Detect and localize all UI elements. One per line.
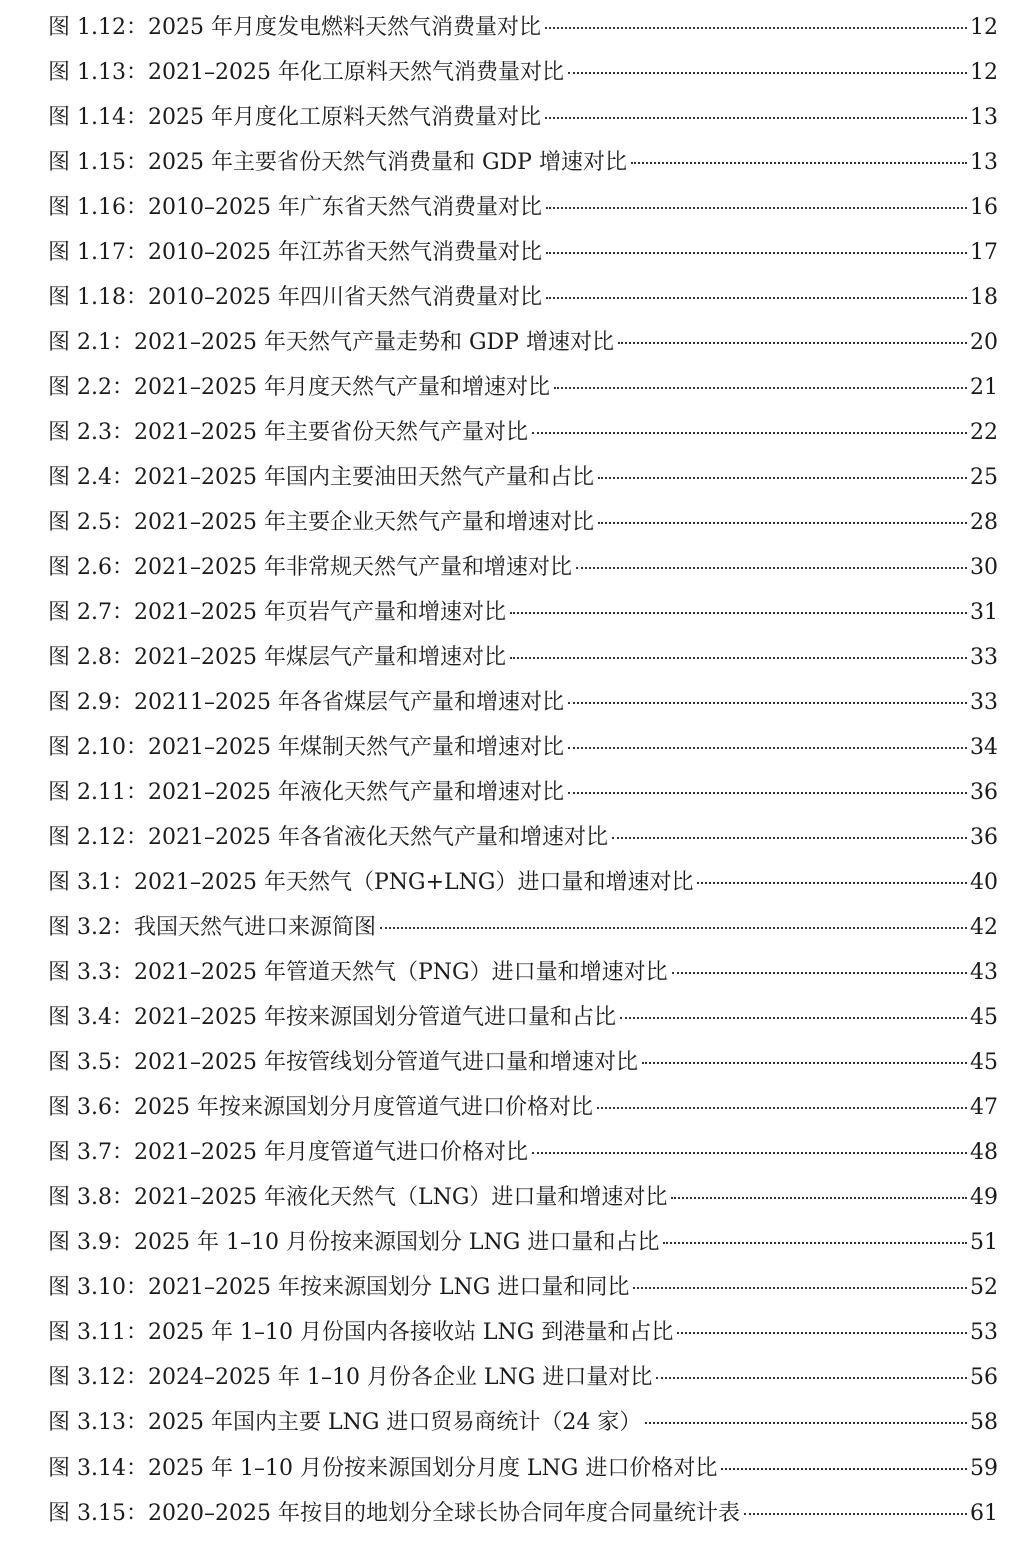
dot-leader bbox=[744, 1513, 967, 1515]
figure-title: 2025 年 1–10 月份国内各接收站 LNG 到港量和占比 bbox=[147, 1320, 674, 1346]
figure-title: 2021–2025 年国内主要油田天然气产量和占比 bbox=[133, 465, 594, 491]
figure-title: 我国天然气进口来源简图 bbox=[133, 915, 376, 941]
dot-leader bbox=[545, 117, 967, 119]
figure-title: 2021–2025 年月度管道气进口价格对比 bbox=[133, 1140, 528, 1166]
page-number: 51 bbox=[970, 1230, 998, 1256]
figure-number: 图 3.15： bbox=[48, 1500, 148, 1526]
toc-entry[interactable] bbox=[48, 1451, 998, 1496]
page-number: 16 bbox=[970, 195, 998, 221]
page-number: 25 bbox=[970, 465, 998, 491]
page-number: 45 bbox=[970, 1005, 998, 1031]
figure-title: 2021–2025 年主要省份天然气产量对比 bbox=[133, 420, 528, 446]
figure-title: 20211–2025 年各省煤层气产量和增速对比 bbox=[133, 690, 564, 716]
dot-leader bbox=[721, 1468, 967, 1470]
dot-leader bbox=[554, 387, 967, 389]
figure-number: 图 1.15： bbox=[48, 150, 148, 176]
toc-entry[interactable] bbox=[48, 1000, 998, 1045]
figure-number: 图 3.8： bbox=[48, 1185, 134, 1211]
dot-leader bbox=[380, 927, 967, 929]
figure-title: 2010–2025 年广东省天然气消费量对比 bbox=[147, 195, 542, 221]
toc-entry[interactable] bbox=[48, 1135, 998, 1180]
figure-number: 图 1.18： bbox=[48, 285, 148, 311]
toc-entry[interactable] bbox=[48, 280, 998, 325]
dot-leader bbox=[576, 567, 967, 569]
page-number: 45 bbox=[970, 1050, 998, 1076]
toc-entry[interactable] bbox=[48, 370, 998, 415]
figure-title: 2025 年按来源国划分月度管道气进口价格对比 bbox=[133, 1095, 593, 1121]
toc-entry[interactable] bbox=[48, 910, 998, 955]
dot-leader bbox=[568, 72, 967, 74]
toc-entry[interactable] bbox=[48, 415, 998, 460]
page-number: 36 bbox=[970, 825, 998, 851]
toc-entry[interactable] bbox=[48, 100, 998, 145]
figure-number: 图 2.3： bbox=[48, 420, 134, 446]
toc-entry[interactable] bbox=[48, 325, 998, 370]
figure-title: 2021–2025 年化工原料天然气消费量对比 bbox=[147, 60, 564, 86]
dot-leader bbox=[532, 1152, 967, 1154]
toc-entry[interactable] bbox=[48, 865, 998, 910]
page-number: 21 bbox=[970, 375, 998, 401]
figure-number: 图 2.5： bbox=[48, 510, 134, 536]
figure-number: 图 3.13： bbox=[48, 1410, 148, 1436]
figure-number: 图 3.6： bbox=[48, 1095, 134, 1121]
page-number: 12 bbox=[970, 15, 998, 40]
figure-number: 图 1.16： bbox=[48, 195, 148, 221]
figure-number: 图 2.1： bbox=[48, 330, 134, 356]
page-number: 33 bbox=[970, 645, 998, 671]
figure-title: 2021–2025 年非常规天然气产量和增速对比 bbox=[133, 555, 572, 581]
toc-entry[interactable] bbox=[48, 1360, 998, 1405]
toc-entry[interactable] bbox=[48, 1225, 998, 1270]
toc-entry[interactable] bbox=[48, 1090, 998, 1135]
dot-leader bbox=[631, 162, 967, 164]
figure-title: 2021–2025 年按来源国划分 LNG 进口量和同比 bbox=[147, 1275, 630, 1301]
figure-title: 2021–2025 年液化天然气（LNG）进口量和增速对比 bbox=[133, 1185, 668, 1211]
figure-title: 2021–2025 年天然气产量走势和 GDP 增速对比 bbox=[133, 330, 614, 356]
figure-title: 2021–2025 年液化天然气产量和增速对比 bbox=[147, 780, 564, 806]
page-number: 53 bbox=[970, 1320, 998, 1346]
toc-entry[interactable] bbox=[48, 460, 998, 505]
toc-entry[interactable] bbox=[48, 190, 998, 235]
page-number: 28 bbox=[970, 510, 998, 536]
figure-title: 2025 年月度化工原料天然气消费量对比 bbox=[147, 105, 541, 131]
figure-number: 图 1.12： bbox=[48, 15, 148, 40]
page-number: 61 bbox=[970, 1500, 998, 1526]
page-number: 18 bbox=[970, 285, 998, 311]
dot-leader bbox=[568, 747, 967, 749]
dot-leader bbox=[597, 1107, 967, 1109]
toc-entry[interactable] bbox=[48, 550, 998, 595]
figure-title: 2021–2025 年煤制天然气产量和增速对比 bbox=[147, 735, 564, 761]
page-number: 43 bbox=[970, 960, 998, 986]
table-of-figures bbox=[48, 10, 998, 1541]
figure-title: 2021–2025 年按来源国划分管道气进口量和占比 bbox=[133, 1005, 616, 1031]
figure-title: 2021–2025 年天然气（PNG+LNG）进口量和增速对比 bbox=[133, 870, 694, 896]
dot-leader bbox=[697, 882, 967, 884]
dot-leader bbox=[568, 792, 967, 794]
figure-number: 图 3.5： bbox=[48, 1050, 134, 1076]
page-number: 42 bbox=[970, 915, 998, 941]
dot-leader bbox=[618, 342, 967, 344]
figure-number: 图 3.12： bbox=[48, 1365, 148, 1391]
dot-leader bbox=[663, 1242, 967, 1244]
figure-title: 2024–2025 年 1–10 月份各企业 LNG 进口量对比 bbox=[147, 1365, 653, 1391]
page-number: 49 bbox=[970, 1185, 998, 1211]
figure-number: 图 3.7： bbox=[48, 1140, 134, 1166]
dot-leader bbox=[546, 297, 967, 299]
figure-number: 图 2.7： bbox=[48, 600, 134, 626]
page-number: 34 bbox=[970, 735, 998, 761]
figure-number: 图 1.17： bbox=[48, 240, 148, 266]
dot-leader bbox=[671, 1197, 967, 1199]
toc-entry[interactable] bbox=[48, 145, 998, 190]
dot-leader bbox=[633, 1287, 967, 1289]
dot-leader bbox=[598, 522, 967, 524]
dot-leader bbox=[510, 612, 967, 614]
toc-entry[interactable] bbox=[48, 955, 998, 1000]
dot-leader bbox=[645, 1422, 967, 1424]
dot-leader bbox=[545, 27, 967, 29]
figure-number: 图 2.8： bbox=[48, 645, 134, 671]
figure-title: 2021–2025 年各省液化天然气产量和增速对比 bbox=[147, 825, 608, 851]
dot-leader bbox=[510, 657, 967, 659]
figure-number: 图 1.14： bbox=[48, 105, 148, 131]
page-number: 52 bbox=[970, 1275, 998, 1301]
toc-entry[interactable] bbox=[48, 820, 998, 865]
figure-number: 图 3.11： bbox=[48, 1320, 148, 1346]
figure-number: 图 3.2： bbox=[48, 915, 134, 941]
dot-leader bbox=[672, 972, 967, 974]
figure-number: 图 2.9： bbox=[48, 690, 134, 716]
dot-leader bbox=[642, 1062, 967, 1064]
toc-entry[interactable] bbox=[48, 685, 998, 730]
page-number: 13 bbox=[970, 105, 998, 131]
toc-entry[interactable] bbox=[48, 775, 998, 820]
page-number: 58 bbox=[970, 1410, 998, 1436]
dot-leader bbox=[620, 1017, 967, 1019]
page-number: 30 bbox=[970, 555, 998, 581]
dot-leader bbox=[612, 837, 967, 839]
toc-entry[interactable] bbox=[48, 10, 998, 55]
figure-title: 2025 年主要省份天然气消费量和 GDP 增速对比 bbox=[147, 150, 627, 176]
figure-title: 2025 年月度发电燃料天然气消费量对比 bbox=[147, 15, 541, 40]
page-number: 47 bbox=[970, 1095, 998, 1121]
figure-number: 图 3.14： bbox=[48, 1455, 148, 1481]
page-number: 40 bbox=[970, 870, 998, 896]
toc-entry[interactable] bbox=[48, 640, 998, 685]
page-number: 20 bbox=[970, 330, 998, 356]
page-number: 59 bbox=[970, 1455, 998, 1481]
dot-leader bbox=[532, 432, 967, 434]
figure-number: 图 2.12： bbox=[48, 825, 148, 851]
figure-number: 图 2.2： bbox=[48, 375, 134, 401]
dot-leader bbox=[546, 252, 967, 254]
figure-title: 2021–2025 年按管线划分管道气进口量和增速对比 bbox=[133, 1050, 638, 1076]
page-number: 22 bbox=[970, 420, 998, 446]
page-number: 33 bbox=[970, 690, 998, 716]
toc-entry[interactable] bbox=[48, 1496, 998, 1541]
figure-number: 图 3.3： bbox=[48, 960, 134, 986]
dot-leader bbox=[677, 1332, 967, 1334]
figure-number: 图 2.6： bbox=[48, 555, 134, 581]
toc-entry[interactable] bbox=[48, 1405, 998, 1450]
dot-leader bbox=[598, 477, 967, 479]
figure-title: 2010–2025 年江苏省天然气消费量对比 bbox=[147, 240, 542, 266]
toc-entry[interactable] bbox=[48, 1180, 998, 1225]
figure-title: 2021–2025 年管道天然气（PNG）进口量和增速对比 bbox=[133, 960, 668, 986]
page-number: 36 bbox=[970, 780, 998, 806]
toc-entry[interactable] bbox=[48, 1315, 998, 1360]
figure-title: 2025 年国内主要 LNG 进口贸易商统计（24 家） bbox=[147, 1410, 642, 1436]
page-number: 12 bbox=[970, 60, 998, 86]
figure-title: 2021–2025 年页岩气产量和增速对比 bbox=[133, 600, 506, 626]
figure-title: 2025 年 1–10 月份按来源国划分 LNG 进口量和占比 bbox=[133, 1230, 660, 1256]
page-number: 56 bbox=[970, 1365, 998, 1391]
figure-number: 图 2.4： bbox=[48, 465, 134, 491]
figure-number: 图 2.10： bbox=[48, 735, 148, 761]
dot-leader bbox=[546, 207, 967, 209]
toc-entry[interactable] bbox=[48, 1270, 998, 1315]
toc-entry[interactable] bbox=[48, 730, 998, 775]
figure-title: 2021–2025 年主要企业天然气产量和增速对比 bbox=[133, 510, 594, 536]
toc-entry[interactable] bbox=[48, 1045, 998, 1090]
figure-title: 2021–2025 年月度天然气产量和增速对比 bbox=[133, 375, 550, 401]
figure-number: 图 1.13： bbox=[48, 60, 148, 86]
figure-number: 图 2.11： bbox=[48, 780, 148, 806]
page-number: 48 bbox=[970, 1140, 998, 1166]
figure-number: 图 3.10： bbox=[48, 1275, 148, 1301]
figure-title: 2020–2025 年按目的地划分全球长协合同年度合同量统计表 bbox=[147, 1500, 740, 1526]
figure-title: 2021–2025 年煤层气产量和增速对比 bbox=[133, 645, 506, 671]
page-number: 13 bbox=[970, 150, 998, 176]
toc-entry[interactable] bbox=[48, 235, 998, 280]
toc-entry[interactable] bbox=[48, 55, 998, 100]
figure-title: 2025 年 1–10 月份按来源国划分月度 LNG 进口价格对比 bbox=[147, 1455, 718, 1481]
figure-number: 图 3.1： bbox=[48, 870, 134, 896]
figure-number: 图 3.4： bbox=[48, 1005, 134, 1031]
page-number: 31 bbox=[970, 600, 998, 626]
toc-entry[interactable] bbox=[48, 595, 998, 640]
page-number: 17 bbox=[970, 240, 998, 266]
dot-leader bbox=[568, 702, 967, 704]
figure-title: 2010–2025 年四川省天然气消费量对比 bbox=[147, 285, 542, 311]
figure-number: 图 3.9： bbox=[48, 1230, 134, 1256]
toc-entry[interactable] bbox=[48, 505, 998, 550]
dot-leader bbox=[656, 1377, 967, 1379]
